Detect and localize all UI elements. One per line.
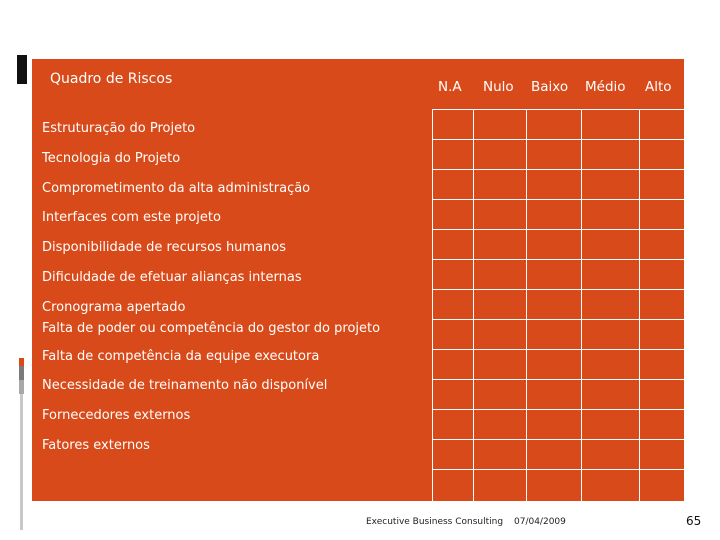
col-header-nulo: Nulo (483, 79, 514, 95)
deco-line (20, 394, 23, 530)
rating-cell[interactable] (473, 139, 527, 170)
row-label: Necessidade de treinamento não disponível (42, 378, 328, 393)
rating-cell[interactable] (432, 349, 474, 380)
rating-cell[interactable] (432, 169, 474, 200)
row-label: Disponibilidade de recursos humanos (42, 240, 287, 255)
rating-cell[interactable] (526, 439, 582, 470)
rating-cell[interactable] (526, 139, 582, 170)
rating-cell[interactable] (639, 409, 685, 440)
rating-cell[interactable] (526, 109, 582, 140)
rating-cell[interactable] (639, 139, 685, 170)
risk-table (32, 59, 684, 501)
rating-cell[interactable] (639, 259, 685, 290)
row-label: Falta de poder ou competência do gestor do projeto (42, 321, 381, 336)
rating-cell[interactable] (639, 469, 685, 502)
rating-cell[interactable] (432, 469, 474, 502)
rating-cell[interactable] (432, 319, 474, 350)
rating-cell[interactable] (473, 199, 527, 230)
rating-cell[interactable] (639, 229, 685, 260)
rating-cell[interactable] (581, 349, 640, 380)
row-label: Falta de competência da equipe executora (42, 349, 320, 364)
rating-cell[interactable] (432, 259, 474, 290)
table-title: Quadro de Riscos (50, 71, 173, 87)
footer-company: Executive Business Consulting (366, 517, 504, 527)
row-label: Estruturação do Projeto (42, 121, 196, 136)
rating-cell[interactable] (473, 169, 527, 200)
rating-cell[interactable] (639, 289, 685, 320)
rating-cell[interactable] (581, 439, 640, 470)
rating-cell[interactable] (473, 259, 527, 290)
row-label: Cronograma apertado (42, 300, 186, 315)
rating-cell[interactable] (526, 289, 582, 320)
rating-cell[interactable] (526, 469, 582, 502)
col-header-alto: Alto (645, 79, 672, 95)
rating-cell[interactable] (432, 379, 474, 410)
rating-cell[interactable] (581, 229, 640, 260)
rating-cell[interactable] (526, 229, 582, 260)
rating-cell[interactable] (639, 319, 685, 350)
row-label: Dificuldade de efetuar alianças internas (42, 270, 302, 285)
rating-cell[interactable] (639, 169, 685, 200)
rating-cell[interactable] (639, 439, 685, 470)
rating-cell[interactable] (526, 409, 582, 440)
rating-cell[interactable] (473, 469, 527, 502)
row-label: Fatores externos (42, 438, 150, 453)
rating-cell[interactable] (473, 109, 527, 140)
rating-cell[interactable] (432, 439, 474, 470)
rating-cell[interactable] (581, 139, 640, 170)
col-header-na: N.A (438, 79, 462, 95)
rating-cell[interactable] (639, 199, 685, 230)
rating-cell[interactable] (639, 109, 685, 140)
rating-cell[interactable] (581, 469, 640, 502)
rating-cell[interactable] (581, 379, 640, 410)
rating-cell[interactable] (526, 169, 582, 200)
rating-cell[interactable] (432, 139, 474, 170)
rating-cell[interactable] (473, 439, 527, 470)
rating-cell[interactable] (473, 319, 527, 350)
rating-cell[interactable] (639, 379, 685, 410)
rating-cell[interactable] (473, 379, 527, 410)
col-header-medio: Médio (585, 79, 626, 95)
rating-cell[interactable] (581, 319, 640, 350)
rating-cell[interactable] (639, 349, 685, 380)
rating-cell[interactable] (473, 349, 527, 380)
deco-block-lightgray (19, 380, 24, 394)
deco-block-gray (19, 366, 24, 380)
rating-cell[interactable] (581, 289, 640, 320)
rating-cell[interactable] (581, 109, 640, 140)
rating-cell[interactable] (526, 349, 582, 380)
rating-cell[interactable] (581, 409, 640, 440)
rating-cell[interactable] (432, 109, 474, 140)
row-label: Fornecedores externos (42, 408, 191, 423)
footer-date: 07/04/2009 (514, 517, 566, 527)
rating-cell[interactable] (432, 199, 474, 230)
row-label: Tecnologia do Projeto (42, 151, 181, 166)
rating-cell[interactable] (473, 409, 527, 440)
deco-block-orange (19, 358, 24, 366)
rating-cell[interactable] (526, 259, 582, 290)
rating-cell[interactable] (526, 379, 582, 410)
rating-cell[interactable] (473, 229, 527, 260)
row-label: Comprometimento da alta administração (42, 181, 311, 196)
rating-cell[interactable] (432, 229, 474, 260)
rating-cell[interactable] (581, 199, 640, 230)
row-label: Interfaces com este projeto (42, 210, 221, 225)
rating-cell[interactable] (526, 319, 582, 350)
rating-cell[interactable] (432, 409, 474, 440)
rating-cell[interactable] (581, 169, 640, 200)
rating-cell[interactable] (526, 199, 582, 230)
rating-cell[interactable] (473, 289, 527, 320)
slide-accent-bar (17, 55, 27, 84)
col-header-baixo: Baixo (531, 79, 569, 95)
page-number: 65 (686, 514, 702, 528)
rating-cell[interactable] (432, 289, 474, 320)
rating-cell[interactable] (581, 259, 640, 290)
